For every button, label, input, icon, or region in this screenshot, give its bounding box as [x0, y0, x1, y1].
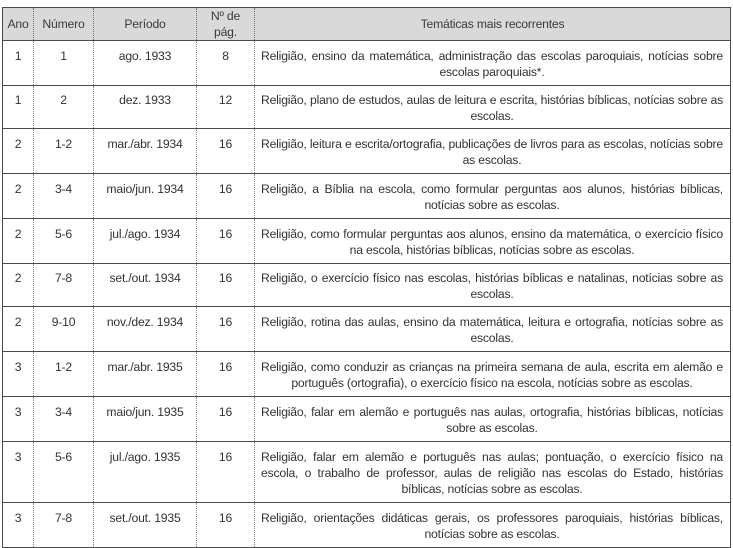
cell-ano: 2 [3, 174, 34, 219]
cell-tematicas: Religião, falar em alemão e português nas aulas, ortografia, histórias bíblicas, notícias sobre as escolas. [255, 397, 731, 442]
cell-ano: 3 [3, 442, 34, 503]
cell-numero: 7-8 [34, 503, 94, 548]
table-row [3, 41, 731, 86]
table-row [3, 442, 731, 503]
cell-periodo: mar./abr. 1934 [94, 129, 197, 174]
cell-periodo: maio/jun. 1934 [94, 174, 197, 219]
header-tematicas: Temáticas mais recorrentes [255, 8, 731, 41]
table-row [3, 129, 731, 174]
cell-periodo: nov./dez. 1934 [94, 307, 197, 352]
cell-paginas: 16 [197, 352, 255, 397]
table-row [3, 86, 731, 129]
table-row [3, 503, 731, 548]
cell-periodo: jul./ago. 1934 [94, 219, 197, 264]
cell-ano: 2 [3, 129, 34, 174]
cell-numero: 1-2 [34, 352, 94, 397]
header-row [3, 8, 731, 41]
cell-paginas: 12 [197, 86, 255, 129]
cell-numero: 5-6 [34, 442, 94, 503]
cell-tematicas: Religião, leitura e escrita/ortografia, publicações de livros para as escolas, notícias sobre as escolas. [255, 129, 731, 174]
cell-numero: 5-6 [34, 219, 94, 264]
cell-paginas: 16 [197, 442, 255, 503]
cell-numero: 7-8 [34, 264, 94, 307]
table-row [3, 397, 731, 442]
cell-numero: 9-10 [34, 307, 94, 352]
cell-ano: 2 [3, 264, 34, 307]
cell-periodo: ago. 1933 [94, 41, 197, 86]
cell-ano: 2 [3, 307, 34, 352]
table-row [3, 174, 731, 219]
cell-periodo: maio/jun. 1935 [94, 397, 197, 442]
cell-tematicas: Religião, ensino da matemática, administração das escolas paroquiais, notícias sobre escolas paroquiais*. [255, 41, 731, 86]
cell-paginas: 16 [197, 264, 255, 307]
cell-numero: 3-4 [34, 174, 94, 219]
cell-periodo: set./out. 1935 [94, 503, 197, 548]
table-row [3, 307, 731, 352]
cell-periodo: mar./abr. 1935 [94, 352, 197, 397]
cell-tematicas: Religião, plano de estudos, aulas de leitura e escrita, histórias bíblicas, notícias sobre as escolas. [255, 86, 731, 129]
cell-ano: 1 [3, 86, 34, 129]
cell-paginas: 16 [197, 397, 255, 442]
table-row [3, 219, 731, 264]
cell-paginas: 16 [197, 307, 255, 352]
table-row [3, 352, 731, 397]
cell-tematicas: Religião, a Bíblia na escola, como formular perguntas aos alunos, histórias bíblicas, notícias sobre as escolas. [255, 174, 731, 219]
periodicals-table [2, 7, 731, 548]
cell-paginas: 16 [197, 219, 255, 264]
cell-paginas: 16 [197, 129, 255, 174]
cell-numero: 3-4 [34, 397, 94, 442]
header-ano: Ano [3, 8, 34, 41]
cell-tematicas: Religião, como conduzir as crianças na primeira semana de aula, escrita em alemão e português (ortografia), o exercício físico na escola, notícias sobre as escolas. [255, 352, 731, 397]
header-paginas: Nº de pág. [197, 8, 255, 41]
header-numero: Número [34, 8, 94, 41]
cell-tematicas: Religião, orientações didáticas gerais, os professores paroquiais, histórias bíblicas, notícias sobre as escolas. [255, 503, 731, 548]
cell-ano: 1 [3, 41, 34, 86]
cell-tematicas: Religião, falar em alemão e português nas aulas; pontuação, o exercício físico na escola, o trabalho de professor, aulas de religião nas escolas do Estado, histórias bíblicas, notícias sobre as escolas. [255, 442, 731, 503]
cell-paginas: 16 [197, 174, 255, 219]
cell-tematicas: Religião, o exercício físico nas escolas, histórias bíblicas e natalinas, notícias sobre as escolas. [255, 264, 731, 307]
cell-ano: 2 [3, 219, 34, 264]
cell-ano: 3 [3, 503, 34, 548]
table-row [3, 264, 731, 307]
cell-numero: 2 [34, 86, 94, 129]
header-periodo: Período [94, 8, 197, 41]
cell-ano: 3 [3, 397, 34, 442]
cell-ano: 3 [3, 352, 34, 397]
cell-tematicas: Religião, rotina das aulas, ensino da matemática, leitura e ortografia, notícias sobre as escolas. [255, 307, 731, 352]
cell-numero: 1-2 [34, 129, 94, 174]
cell-periodo: dez. 1933 [94, 86, 197, 129]
cell-tematicas: Religião, como formular perguntas aos alunos, ensino da matemática, o exercício físico na escola, histórias bíblicas, notícias sobre as escolas. [255, 219, 731, 264]
cell-paginas: 8 [197, 41, 255, 86]
cell-numero: 1 [34, 41, 94, 86]
cell-paginas: 16 [197, 503, 255, 548]
cell-periodo: jul./ago. 1935 [94, 442, 197, 503]
cell-periodo: set./out. 1934 [94, 264, 197, 307]
